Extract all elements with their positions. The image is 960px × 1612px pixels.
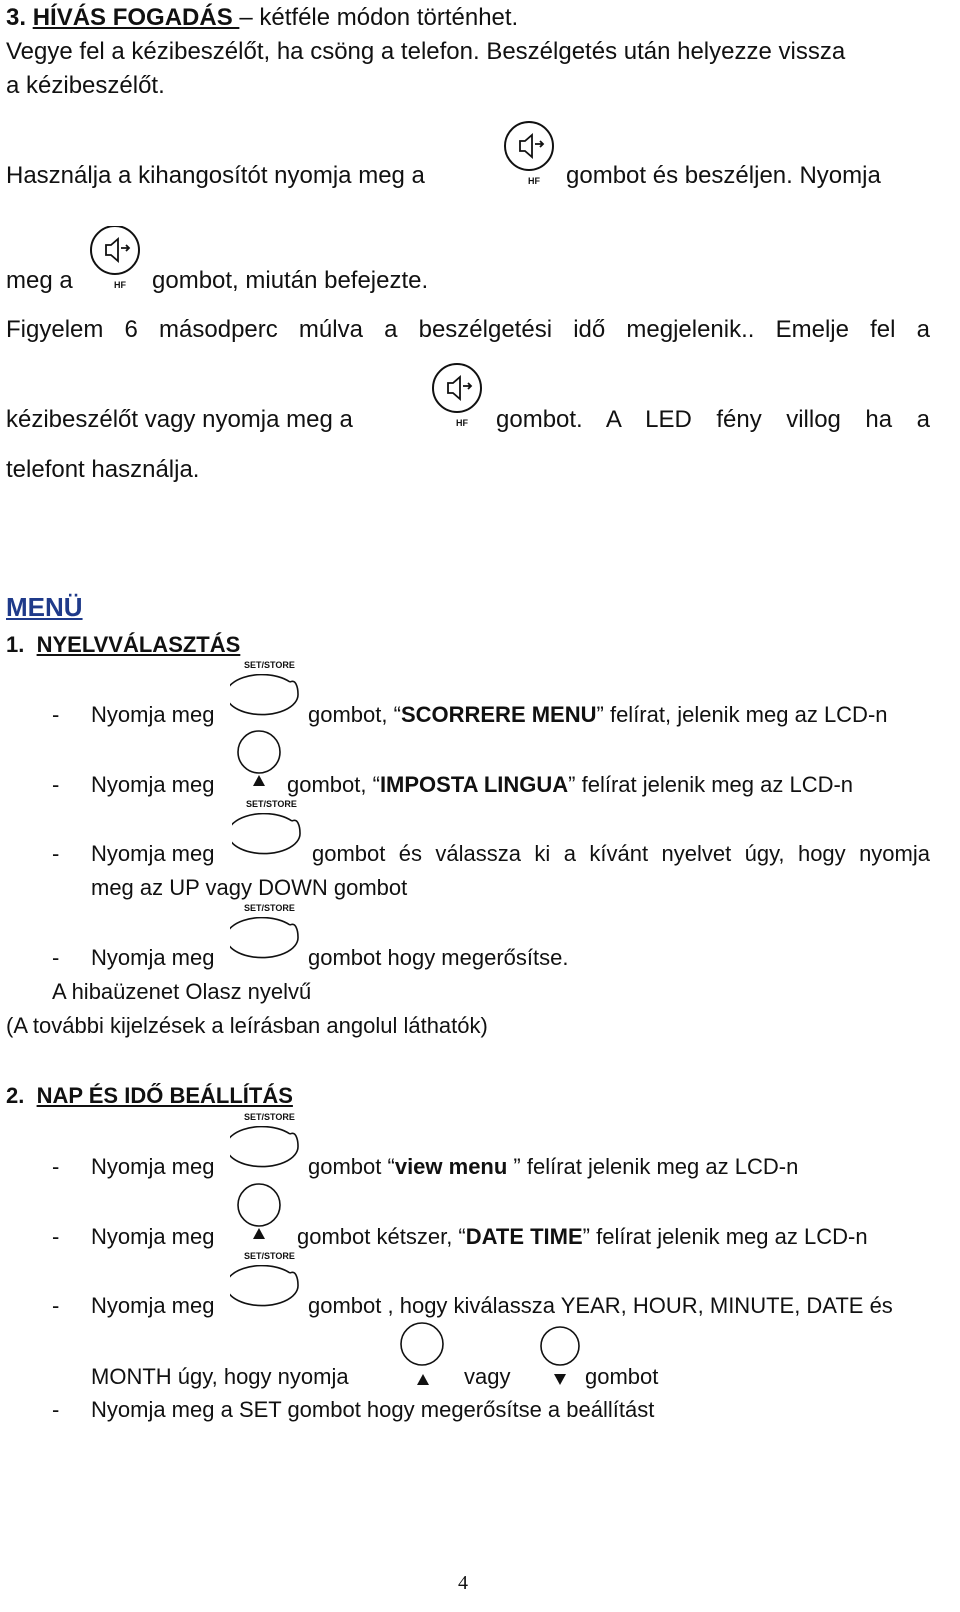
list-text: vagy (464, 1364, 511, 1389)
set-store-label: SET/STORE (244, 660, 295, 670)
list-text: Nyomja meg (91, 1293, 215, 1318)
section3-number: 3. (6, 4, 27, 31)
paragraph-line: Vegye fel a kézibeszélőt, ha csöng a telefon. Beszélgetés után helyezze vissza (6, 38, 846, 65)
paragraph-line: kézibeszélőt vagy nyomja meg a (6, 406, 353, 433)
list-text: Nyomja meg a SET gombot hogy megerősítse a beállítást (91, 1397, 655, 1422)
up-arrow-button-icon (232, 730, 288, 788)
list-text: Nyomja meg (91, 1224, 215, 1249)
subsection-title: NYELVVÁLASZTÁS (36, 632, 241, 657)
list-text: gombot , hogy kiválassza YEAR, HOUR, MINUTE, DATE és (308, 1293, 893, 1318)
section3-title-rest: – kétféle módon történhet. (239, 4, 519, 31)
set-store-button-icon (230, 1126, 302, 1172)
menu-title: MENÜ (6, 592, 83, 622)
list-text: Nyomja meg (91, 702, 215, 727)
list-dash: - (52, 772, 60, 797)
list-dash: - (52, 1397, 60, 1422)
speaker-hf-button-icon (502, 118, 556, 190)
set-store-label: SET/STORE (244, 903, 295, 913)
list-text: gombot hogy megerősítse. (308, 945, 569, 970)
list-dash: - (52, 1224, 60, 1249)
hf-label: HF (528, 176, 540, 186)
set-store-button-icon (232, 813, 304, 859)
up-arrow-button-icon (398, 1322, 454, 1388)
page-number: 4 (458, 1572, 468, 1594)
list-dash: - (52, 1293, 60, 1318)
set-store-button-icon (230, 674, 302, 720)
list-text: Nyomja meg (91, 841, 215, 866)
list-dash: - (52, 702, 60, 727)
paragraph-line: telefont használja. (6, 456, 200, 483)
set-store-button-icon (230, 1265, 302, 1311)
list-text: Nyomja meg (91, 1154, 215, 1179)
list-text: gombot (585, 1364, 659, 1389)
note-text: A hibaüzenet Olasz nyelvű (52, 979, 312, 1004)
subsection-1-heading (6, 632, 240, 658)
subsection-number: 2. (6, 1083, 25, 1108)
list-text: gombot, “IMPOSTA LINGUA” felírat jelenik meg az LCD-n (287, 772, 854, 797)
hf-label: HF (114, 280, 126, 290)
paragraph-line: Figyelem 6 másodperc múlva a beszélgetési idő megjelenik.. Emelje fel a (6, 316, 930, 343)
list-text: gombot kétszer, “DATE TIME” felírat jelenik meg az LCD-n (297, 1224, 868, 1249)
paragraph-line: gombot, miután befejezte. (152, 267, 429, 294)
paragraph-line: gombot. A LED fény villog ha a (496, 406, 930, 433)
set-store-label: SET/STORE (244, 1251, 295, 1261)
paragraph-line: Használja a kihangosítót nyomja meg a (6, 162, 425, 189)
section3-heading (6, 4, 518, 32)
list-text: MONTH úgy, hogy nyomja (91, 1364, 349, 1389)
note-text: (A további kijelzések a leírásban angolul láthatók) (6, 1013, 488, 1038)
down-arrow-button-icon (534, 1326, 590, 1388)
set-store-label: SET/STORE (244, 1112, 295, 1122)
subsection-2-heading (6, 1083, 293, 1109)
speaker-hf-button-icon (88, 226, 142, 298)
list-text: meg az UP vagy DOWN gombot (91, 875, 408, 900)
list-text: Nyomja meg (91, 772, 215, 797)
list-text: gombot és válassza ki a kívánt nyelvet úgy, hogy nyomja (312, 841, 930, 866)
hf-label: HF (456, 418, 468, 428)
paragraph-line: meg a (6, 267, 73, 294)
subsection-title: NAP ÉS IDŐ BEÁLLÍTÁS (36, 1083, 293, 1108)
section3-title: HÍVÁS FOGADÁS (32, 4, 240, 31)
subsection-number: 1. (6, 632, 25, 657)
set-store-button-icon (230, 917, 302, 963)
up-arrow-button-icon (232, 1183, 288, 1241)
list-dash: - (52, 1154, 60, 1179)
list-text: gombot, “SCORRERE MENU” felírat, jelenik meg az LCD-n (308, 702, 888, 727)
paragraph-line: a kézibeszélőt. (6, 72, 165, 99)
speaker-hf-button-icon (432, 362, 486, 434)
list-text: Nyomja meg (91, 945, 215, 970)
list-dash: - (52, 841, 60, 866)
paragraph-line: gombot és beszéljen. Nyomja (566, 162, 881, 189)
list-text: gombot “view menu ” felírat jelenik meg az LCD-n (308, 1154, 799, 1179)
set-store-label: SET/STORE (246, 799, 297, 809)
list-dash: - (52, 945, 60, 970)
